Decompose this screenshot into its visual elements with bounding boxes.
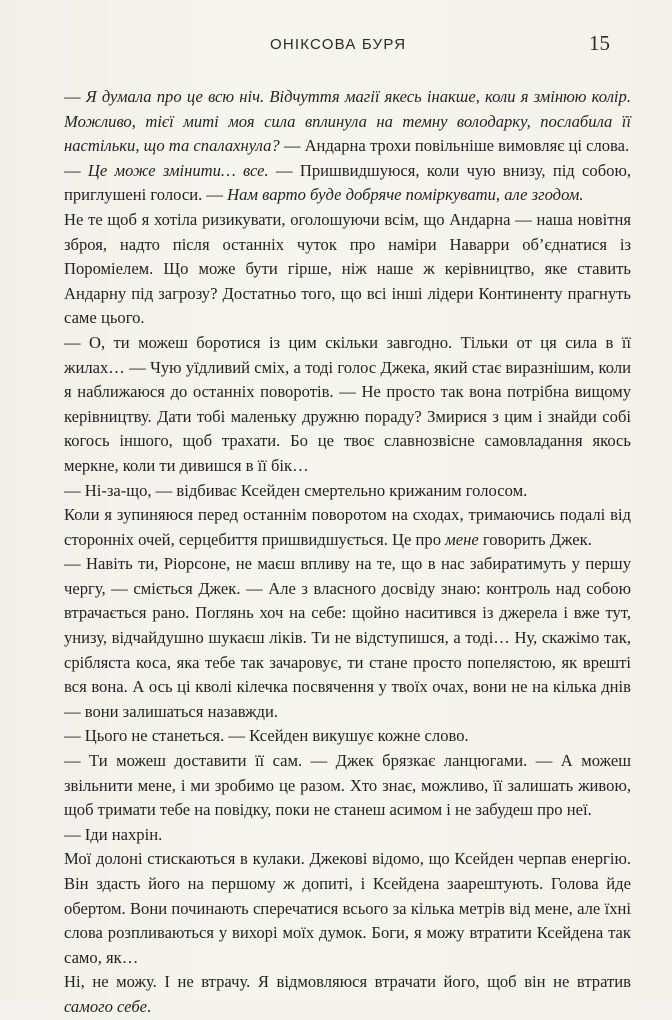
italic-run: Я думала про це всю ніч. Відчуття магії якесь інакше, коли я змінюю колір. Можливо, тієї миті моя сила вплинула на темну володарку, послабила її настільки, що та спалахнула? bbox=[64, 87, 631, 156]
italic-run: Це може змінити… все. bbox=[87, 160, 269, 180]
text-run: — bbox=[64, 87, 86, 106]
text-run: . bbox=[147, 996, 152, 1016]
text-run: — Цього не станеться. — Ксейден викушує кожне слово. bbox=[64, 726, 469, 746]
body-text bbox=[64, 85, 631, 1020]
text-run: Ні, не можу. І не втрачу. Я відмовляюся втрачати його, щоб він не втратив bbox=[64, 972, 631, 992]
text-run: — Пришвидшуюся, коли чую внизу, під собою, приглушені голоси. — bbox=[64, 160, 631, 205]
text-run: Мої долоні стискаються в кулаки. Джекові відомо, що Ксейден черпав енергію. Він здасть його на першому ж допиті, і Ксейдена заарештують. Голова йде обертом. Вони починають сперечатися всього за кілька метрів від мене, але їхні слова розпливаються у вихорі моїх думок. Боги, я можу втратити Ксейдена так само, як… bbox=[64, 849, 631, 967]
paragraph bbox=[64, 159, 631, 208]
text-run: — bbox=[64, 160, 88, 180]
paragraph bbox=[64, 823, 631, 848]
paragraph bbox=[64, 479, 631, 504]
text-run: — Іди нахрін. bbox=[64, 824, 163, 844]
italic-run: мене bbox=[445, 529, 479, 549]
paragraph bbox=[64, 208, 631, 331]
page-number: 15 bbox=[589, 31, 610, 55]
text-run: — Ти можеш доставити її сам. — Джек брязкає ланцюгами. — А можеш звільнити мене, і ми зробимо це разом. Хто знає, можливо, її залишать живою, щоб тримати тебе на повідку, поки не станеш асимом і не забудеш про неї. bbox=[64, 751, 631, 820]
paragraph bbox=[64, 749, 631, 823]
text-run: Не те щоб я хотіла ризикувати, оголошуючи всім, що Андарна — наша новітня зброя, надто після останніх чуток про наміри Наварри об’єднатися із Пороміелем. Що може бути гірше, ніж наше ж керівництво, яке ставить Андарну під загрозу? Достатньо того, що всі інші лідери Континенту прагнуть саме цього. bbox=[64, 209, 631, 328]
italic-run: Нам варто буде добряче поміркувати, але згодом. bbox=[227, 185, 584, 205]
paragraph bbox=[64, 847, 631, 970]
paragraph bbox=[64, 331, 631, 479]
paragraph bbox=[64, 85, 631, 159]
paragraph bbox=[64, 552, 631, 724]
running-head-title: ОНІКСОВА БУРЯ bbox=[270, 36, 407, 53]
paragraph bbox=[64, 503, 631, 552]
text-run: Коли я зупиняюся перед останнім поворотом на сходах, тримаючись подалі від сторонніх очей, серцебиття пришвидшується. Це про bbox=[64, 505, 631, 549]
text-run: — Андарна трохи повільніше вимовляє ці слова. bbox=[279, 136, 630, 156]
italic-run: самого себе bbox=[64, 996, 148, 1016]
paragraph bbox=[64, 970, 631, 1019]
text-run: — Ні-за-що, — відбиває Ксейден смертельно крижаним голосом. bbox=[64, 480, 528, 500]
text-run: — О, ти можеш боротися із цим скільки завгодно. Тільки от ця сила в її жилах… — Чую уїдливий сміх, а тоді голос Джека, який стає виразнішим, коли я наближаюся до останніх поворотів. — Не просто так вона потрібна вищому керівництву. Дати тобі маленьку дружню пораду? Змирися з цим і знайди собі когось іншого, щоб трахати. Бо це твоє славнозвісне самовладання якось меркне, коли ти дивишся в її бік… bbox=[64, 332, 631, 475]
paragraph bbox=[64, 724, 631, 749]
text-run: — Навіть ти, Ріорсоне, не маєш впливу на те, що в нас забиратимуть у першу чергу, — сміється Джек. — Але з власного досвіду знаю: контроль над собою втрачається рано. Поглянь хоч на себе: щойно наситився із джерела і вже тут, унизу, відчайдушно шукаєш ліків. Ти не відступишся, а тоді… Ну, скажімо так, срібляста коса, яка тебе так зачаровує, ти стане просто попелястою, як врешті вся вона. А ось ці кволі кілечка посвячення у твоїх очах, вони не на кілька днів — вони залишаться назавжди. bbox=[64, 554, 631, 721]
text-run: говорить Джек. bbox=[478, 529, 592, 549]
